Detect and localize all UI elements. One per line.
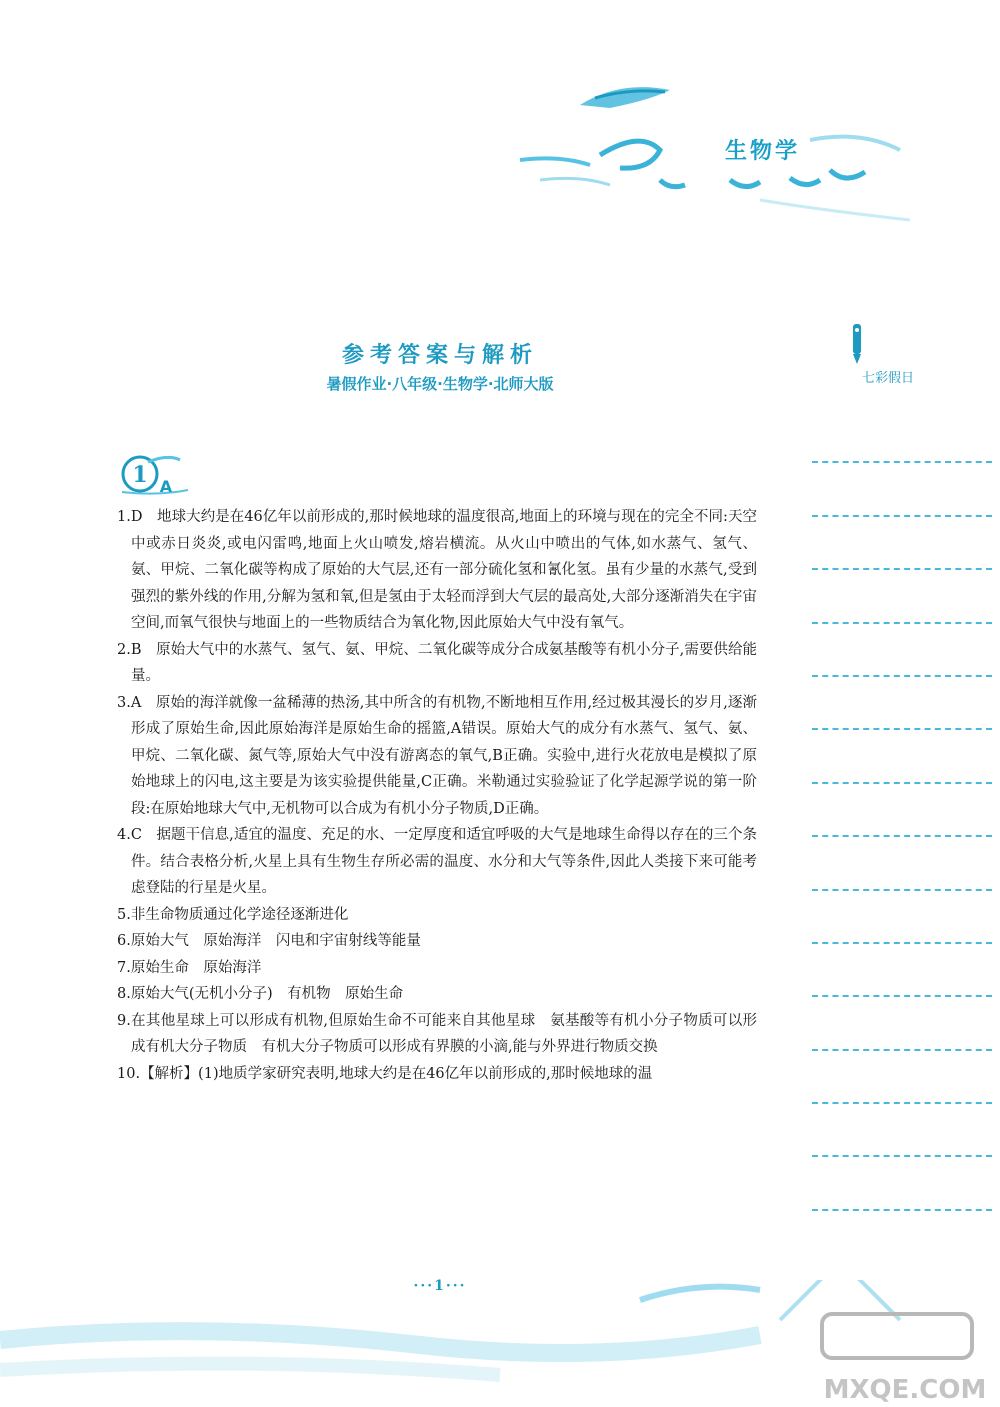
watermark-logo [810,1300,1000,1407]
answer-number: 2. [117,641,131,658]
answer-number: 10. [117,1065,141,1082]
pen-icon [845,322,869,366]
note-line [812,1157,992,1210]
page-title: 参考答案与解析 [341,342,538,368]
header-decoration [500,60,920,230]
note-line [812,1051,992,1104]
page-number: ···1··· [413,1278,467,1294]
answer-text: 【解析】(1)地质学家研究表明,地球大约是在46亿年以前形成的,那时候地球的温 [140,1065,653,1082]
answer-item [117,637,757,690]
section-number: 1 [132,462,148,488]
answer-item [117,822,757,902]
note-line [812,730,992,783]
note-line [812,997,992,1050]
answer-text: 原始大气 原始海洋 闪电和宇宙射线等能量 [130,933,421,949]
note-line [812,463,992,516]
answer-number: 1. [117,509,131,525]
subject-label: 生物学 [725,139,801,164]
answer-number: 9. [117,1012,131,1029]
answer-text: 非生命物质通过化学途径逐渐进化 [130,906,349,923]
answer-number: 3. [117,694,131,711]
answer-text: A 原始的海洋就像一盆稀薄的热汤,其中所含的有机物,不断地相互作用,经过极其漫长的岁月,逐渐形成了原始生命,因此原始海洋是原始生命的摇篮,A错误。原始大气的成分有水蒸气、氢气、氨、甲烷、二氧化碳、氮气等,原始大气中没有游离态的氧气,B正确。实验中,进行火花放电是模拟了原始地球上的闪电,这主要是为该实验提供能量,C正确。米勒通过实验验证了化学起源学说的第一阶段:在原始地球大气中,无机物可以合成为有机小分子物质,D正确。 [130,694,757,817]
page-subtitle: 暑假作业·八年级·生物学·北师大版 [326,375,554,393]
note-line [812,677,992,730]
answers-list [117,504,757,1087]
answer-item [117,928,757,955]
answer-text: 原始生命 原始海洋 [130,959,262,976]
note-line [812,891,992,944]
answer-item [117,1008,757,1061]
answer-number: 8. [117,986,131,1002]
answer-number: 6. [117,933,131,949]
note-line [812,944,992,997]
answer-item [117,981,757,1008]
answer-number: 4. [117,827,131,843]
answer-text: B 原始大气中的水蒸气、氢气、氨、甲烷、二氧化碳等成分合成氨基酸等有机小分子,需要供给能量。 [130,641,757,684]
answer-item [117,1061,757,1088]
answer-text: D 地球大约是在46亿年以前形成的,那时候地球的温度很高,地面上的环境与现在的完全不同:天空中或赤日炎炎,或电闪雷鸣,地面上火山喷发,熔岩横流。从火山中喷出的气体,如水蒸气、氢气、氨、甲烷、二氧化碳等构成了原始的大气层,还有一部分硫化氢和氰化氢。虽有少量的水蒸气,受到强烈的紫外线的作用,分解为氢和氧,但是氢由于太轻而浮到大气层的最高处,大部分逐渐消失在宇宙空间,而氧气很快与地面上的一些物质结合为氧化物,因此原始大气中没有氧气。 [130,509,757,631]
note-line [812,570,992,623]
section-badge [118,452,198,498]
note-line [812,624,992,677]
note-line [812,517,992,570]
note-line [812,410,992,463]
section-letter: A [159,477,173,496]
answer-item [117,504,757,637]
brand-label: 七彩假日 [862,371,915,386]
answer-text: 在其他星球上可以形成有机物,但原始生命不可能来自其他星球 氨基酸等有机小分子物质可以形成有机大分子物质 有机大分子物质可以形成有界膜的小滴,能与外界进行物质交换 [130,1012,757,1055]
watermark-text: MXQE.COM [823,1375,987,1405]
answer-item [117,955,757,982]
answer-text: 原始大气(无机小分子) 有机物 原始生命 [130,986,404,1002]
answer-number: 5. [117,906,131,923]
answer-item [117,902,757,929]
note-line [812,1104,992,1157]
answer-item [117,690,757,823]
note-line [812,837,992,890]
answer-text: C 据题干信息,适宜的温度、充足的水、一定厚度和适宜呼吸的大气是地球生命得以存在的三个条件。结合表格分析,火星上具有生物生存所必需的温度、水分和大气等条件,因此人类接下来可能考虑登陆的行星是火星。 [130,827,757,896]
note-line [812,784,992,837]
answer-number: 7. [117,959,131,976]
note-lines [812,410,992,1211]
